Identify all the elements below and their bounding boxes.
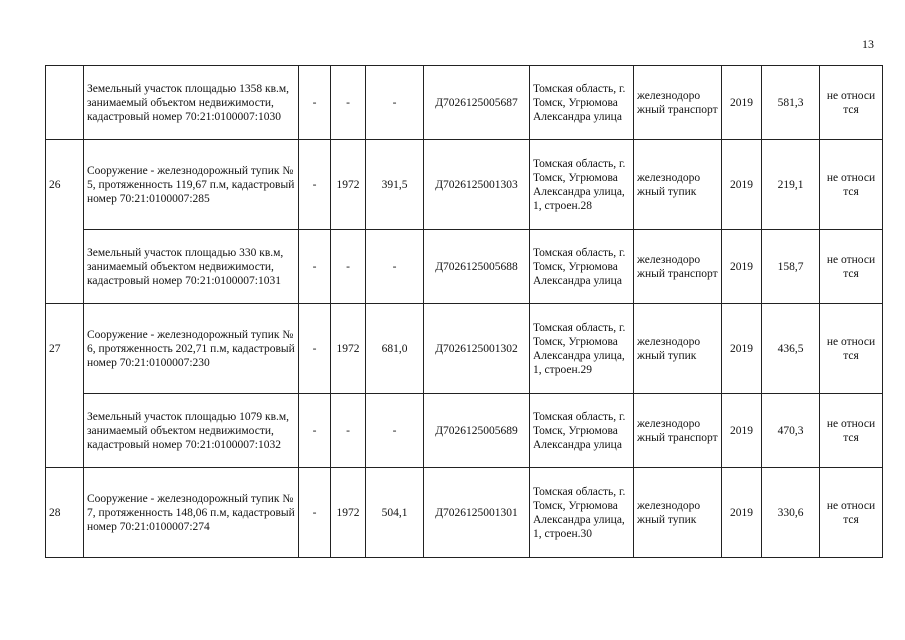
- cell-year: -: [331, 230, 366, 304]
- cell-note: не относи тся: [820, 468, 883, 558]
- cell-y2: 2019: [722, 66, 762, 140]
- cell-purpose: железнодоро жный тупик: [634, 140, 722, 230]
- cell-num: [46, 394, 84, 468]
- cell-val: -: [366, 230, 424, 304]
- cell-sum: 581,3: [762, 66, 820, 140]
- cell-note: не относи тся: [820, 230, 883, 304]
- table-row: [46, 140, 883, 230]
- table-row: [46, 394, 883, 468]
- cell-y2: 2019: [722, 468, 762, 558]
- cell-code: Д7026125001303: [424, 140, 530, 230]
- cell-code: Д7026125005687: [424, 66, 530, 140]
- cell-purpose: железнодоро жный транспорт: [634, 394, 722, 468]
- cell-year: 1972: [331, 468, 366, 558]
- cell-sum: 330,6: [762, 468, 820, 558]
- cell-sum: 219,1: [762, 140, 820, 230]
- cell-b: -: [299, 230, 331, 304]
- cell-desc: Сооружение - железнодорожный тупик № 7, протяженность 148,06 п.м, кадастровый номер 70:21:0100007:274: [84, 468, 299, 558]
- cell-desc: Сооружение - железнодорожный тупик № 6, протяженность 202,71 п.м, кадастровый номер 70:21:0100007:230: [84, 304, 299, 394]
- cell-b: -: [299, 304, 331, 394]
- cell-code: Д7026125001301: [424, 468, 530, 558]
- table-row: [46, 304, 883, 394]
- cell-sum: 436,5: [762, 304, 820, 394]
- cell-num: [46, 230, 84, 304]
- cell-sum: 470,3: [762, 394, 820, 468]
- cell-b: -: [299, 468, 331, 558]
- table-row: [46, 468, 883, 558]
- cell-note: не относи тся: [820, 66, 883, 140]
- cell-val: 391,5: [366, 140, 424, 230]
- cell-year: 1972: [331, 140, 366, 230]
- cell-num: 26: [46, 140, 84, 230]
- cell-note: не относи тся: [820, 394, 883, 468]
- page-number: 13: [862, 37, 874, 51]
- cell-desc: Сооружение - железнодорожный тупик № 5, протяженность 119,67 п.м, кадастровый номер 70:21:0100007:285: [84, 140, 299, 230]
- cell-code: Д7026125005689: [424, 394, 530, 468]
- cell-note: не относи тся: [820, 140, 883, 230]
- cell-val: -: [366, 66, 424, 140]
- cell-y2: 2019: [722, 230, 762, 304]
- property-registry-table: [45, 65, 883, 558]
- cell-y2: 2019: [722, 304, 762, 394]
- cell-code: Д7026125005688: [424, 230, 530, 304]
- cell-purpose: железнодоро жный тупик: [634, 304, 722, 394]
- table-row: [46, 230, 883, 304]
- cell-addr: Томская область, г. Томск, Угрюмова Александра улица: [530, 66, 634, 140]
- cell-num: 27: [46, 304, 84, 394]
- cell-year: -: [331, 66, 366, 140]
- cell-b: -: [299, 394, 331, 468]
- cell-code: Д7026125001302: [424, 304, 530, 394]
- cell-year: -: [331, 394, 366, 468]
- cell-desc: Земельный участок площадью 1079 кв.м, занимаемый объектом недвижимости, кадастровый номер 70:21:0100007:1032: [84, 394, 299, 468]
- cell-addr: Томская область, г. Томск, Угрюмова Александра улица: [530, 394, 634, 468]
- cell-year: 1972: [331, 304, 366, 394]
- cell-desc: Земельный участок площадью 330 кв.м, занимаемый объектом недвижимости, кадастровый номер 70:21:0100007:1031: [84, 230, 299, 304]
- cell-num: [46, 66, 84, 140]
- cell-addr: Томская область, г. Томск, Угрюмова Александра улица, 1, строен.28: [530, 140, 634, 230]
- cell-sum: 158,7: [762, 230, 820, 304]
- cell-purpose: железнодоро жный транспорт: [634, 66, 722, 140]
- cell-addr: Томская область, г. Томск, Угрюмова Александра улица, 1, строен.29: [530, 304, 634, 394]
- cell-val: 504,1: [366, 468, 424, 558]
- cell-y2: 2019: [722, 140, 762, 230]
- cell-note: не относи тся: [820, 304, 883, 394]
- cell-val: 681,0: [366, 304, 424, 394]
- cell-purpose: железнодоро жный транспорт: [634, 230, 722, 304]
- cell-b: -: [299, 140, 331, 230]
- cell-b: -: [299, 66, 331, 140]
- cell-num: 28: [46, 468, 84, 558]
- cell-y2: 2019: [722, 394, 762, 468]
- cell-val: -: [366, 394, 424, 468]
- cell-purpose: железнодоро жный тупик: [634, 468, 722, 558]
- cell-addr: Томская область, г. Томск, Угрюмова Александра улица: [530, 230, 634, 304]
- cell-desc: Земельный участок площадью 1358 кв.м, занимаемый объектом недвижимости, кадастровый номер 70:21:0100007:1030: [84, 66, 299, 140]
- table-row: [46, 66, 883, 140]
- cell-addr: Томская область, г. Томск, Угрюмова Александра улица, 1, строен.30: [530, 468, 634, 558]
